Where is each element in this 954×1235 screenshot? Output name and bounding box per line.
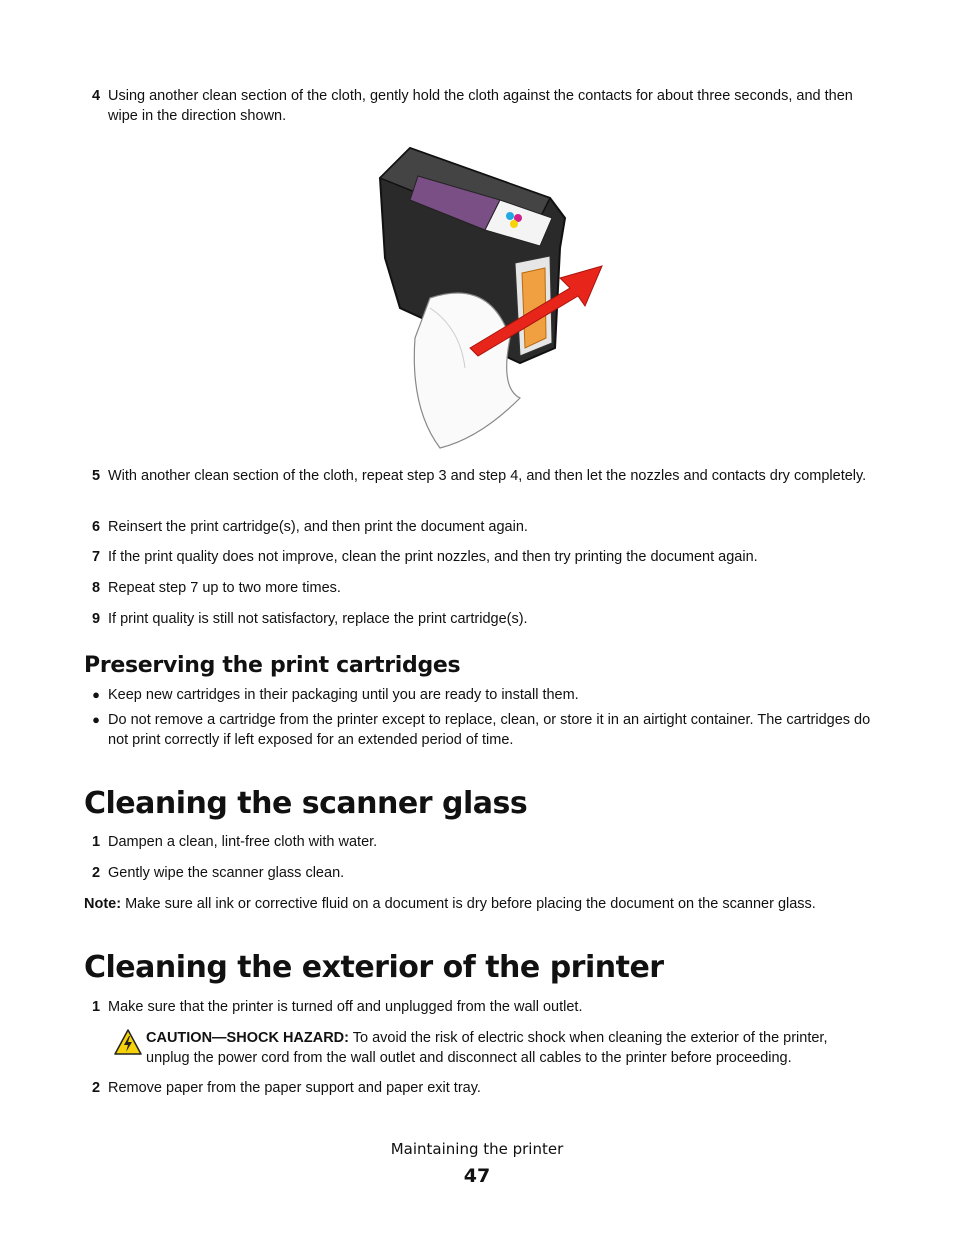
step-number: 2 (91, 865, 101, 881)
step-number: 2 (91, 1080, 101, 1096)
scanner-step-1 (84, 832, 874, 852)
step-text: Using another clean section of the cloth, gently hold the cloth against the contacts for about three seconds, and then wipe in the direction shown. (108, 88, 853, 124)
step-number: 1 (91, 999, 101, 1015)
exterior-step-1 (84, 997, 874, 1017)
step-7 (84, 547, 874, 567)
step-number: 8 (91, 580, 101, 596)
step-6 (84, 517, 874, 537)
caution-text-block (146, 1028, 874, 1068)
bullet-icon: ● (92, 687, 100, 702)
note-text: Make sure all ink or corrective fluid on a document is dry before placing the document on the scanner glass. (121, 896, 816, 912)
note (84, 894, 884, 914)
step-5 (84, 466, 874, 486)
exterior-heading: Cleaning the exterior of the printer (84, 950, 664, 985)
cartridge-illustration-svg (370, 138, 610, 456)
step-number: 6 (91, 519, 101, 535)
shock-hazard-warning-icon (114, 1028, 146, 1068)
step-text: Reinsert the print cartridge(s), and then print the document again. (108, 519, 528, 535)
bullet-item (84, 710, 874, 750)
step-text: Make sure that the printer is turned off and unplugged from the wall outlet. (108, 999, 583, 1015)
scanner-step-2 (84, 863, 874, 883)
caution-text: To avoid the risk of electric shock when cleaning the exterior of the printer, unplug the power cord from the wall outlet and disconnect all cables to the printer before proceeding. (146, 1030, 828, 1066)
step-text: Repeat step 7 up to two more times. (108, 580, 341, 596)
step-number: 5 (91, 468, 101, 484)
footer-chapter-title: Maintaining the printer (390, 1140, 564, 1158)
step-8 (84, 578, 874, 598)
step-number: 4 (91, 88, 101, 104)
step-text: If the print quality does not improve, clean the print nozzles, and then try printing the document again. (108, 549, 758, 565)
step-number: 7 (91, 549, 101, 565)
step-text: If print quality is still not satisfactory, replace the print cartridge(s). (108, 611, 528, 627)
scanner-heading: Cleaning the scanner glass (84, 786, 528, 821)
note-label: Note: (84, 896, 122, 912)
bullet-text: Do not remove a cartridge from the printer except to replace, clean, or store it in an airtight container. The cartridges do not print correctly if left exposed for an extended period of time. (108, 712, 871, 748)
cartridge-cleaning-illustration (370, 138, 610, 456)
step-text: With another clean section of the cloth, repeat step 3 and step 4, and then let the nozzles and contacts dry completely. (108, 468, 867, 484)
bullet-text: Keep new cartridges in their packaging until you are ready to install them. (108, 687, 579, 703)
step-9 (84, 609, 874, 629)
page-number: 47 (463, 1165, 491, 1187)
step-text: Gently wipe the scanner glass clean. (108, 865, 345, 881)
bullet-item (84, 685, 874, 705)
step-number: 1 (91, 834, 101, 850)
exterior-step-2 (84, 1078, 874, 1098)
step-text: Dampen a clean, lint-free cloth with water. (108, 834, 378, 850)
caution-block (114, 1028, 874, 1068)
step-number: 9 (91, 611, 101, 627)
bullet-icon: ● (92, 712, 100, 727)
preserving-heading: Preserving the print cartridges (84, 653, 461, 678)
caution-label: CAUTION—SHOCK HAZARD: (146, 1030, 349, 1046)
step-4 (84, 86, 874, 126)
step-text: Remove paper from the paper support and paper exit tray. (108, 1080, 481, 1096)
